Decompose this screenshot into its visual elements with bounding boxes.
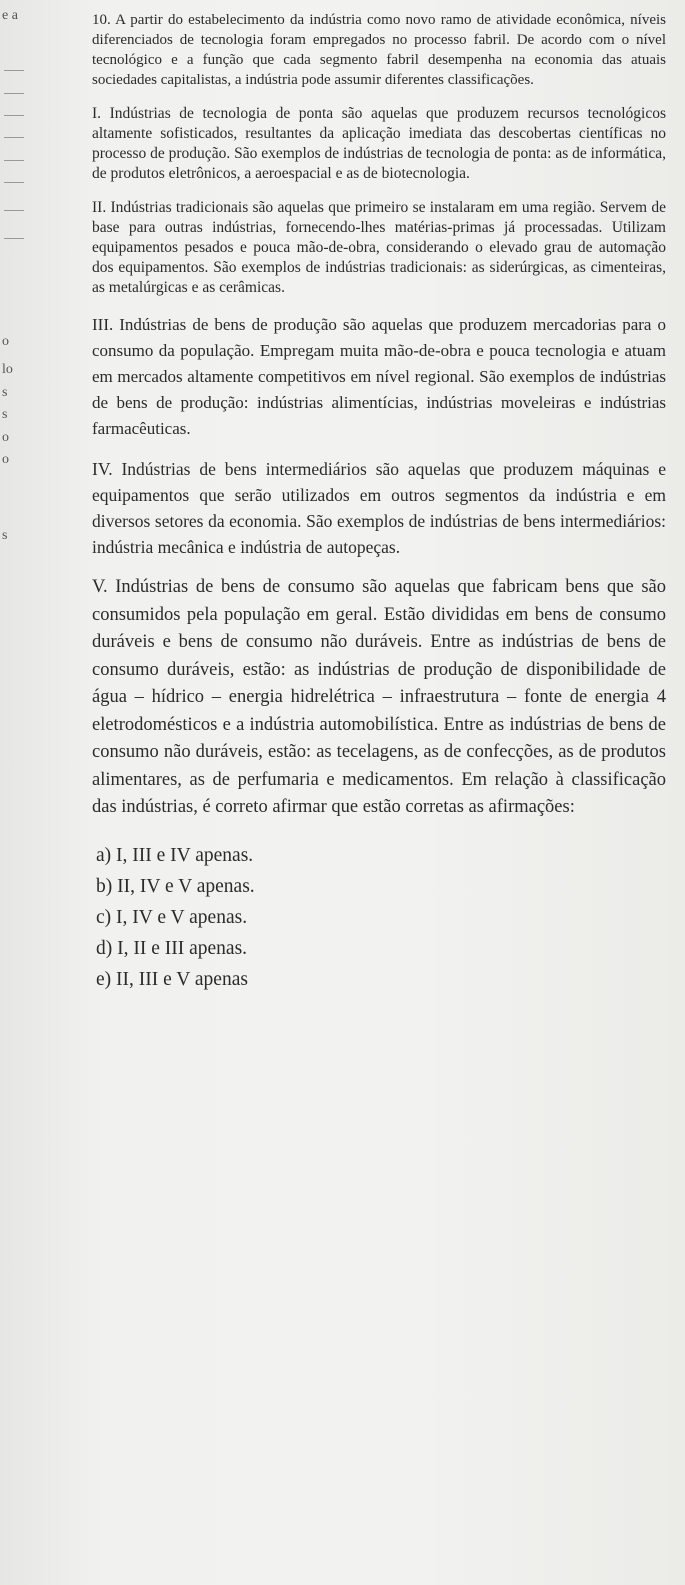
- statement-iv: IV. Indústrias de bens intermediários são aquelas que produzem máquinas e equipamentos que serão utilizados em outros segmentos da indústria e em diversos setores da economia. São exemplos de indústrias de bens intermediários: indústria mecânica e indústria de autopeças.: [92, 459, 666, 557]
- margin-line: [4, 238, 24, 239]
- margin-fragment: o: [2, 334, 9, 349]
- margin-fragment: s: [2, 528, 8, 543]
- answer-options: [92, 840, 666, 995]
- option-d[interactable]: d) I, II e III apenas.: [96, 937, 248, 959]
- margin-line: [4, 70, 24, 71]
- statement-iii: III. Indústrias de bens de produção são aquelas que produzem mercadorias para o consumo da população. Empregam muita mão-de-obra e pouca tecnologia e atuam em mercados altamente competitivos em nível regional. São exemplos de indústrias de bens de produção: indústrias alimentícias, indústrias moveleiras e indústrias farmacêuticas.: [92, 315, 666, 438]
- margin-fragment: s: [2, 385, 8, 400]
- margin-fragment: o: [2, 452, 9, 467]
- option-a[interactable]: a) I, III e IV apenas.: [96, 844, 254, 866]
- option-e[interactable]: e) II, III e V apenas: [96, 968, 248, 990]
- margin-line: [4, 210, 24, 211]
- margin-fragment: lo: [2, 362, 13, 377]
- margin-line: [4, 115, 24, 116]
- margin-fragment: e a: [2, 8, 18, 23]
- statement-i: I. Indústrias de tecnologia de ponta são aquelas que produzem recursos tecnológicos altamente sofisticados, resultantes da aplicação imediata das descobertas científicas no processo de produção. São exemplos de indústrias de tecnologia de ponta: as de informática, de produtos eletrônicos, a aeroespacial e as de biotecnologia.: [92, 105, 666, 182]
- option-c[interactable]: c) I, IV e V apenas.: [96, 906, 248, 928]
- statement-v: V. Indústrias de bens de consumo são aquelas que fabricam bens que são consumidos pela população em geral. Estão divididas em bens de consumo duráveis e bens de consumo não duráveis. Entre as indústrias de bens de consumo duráveis, estão: as indústrias de produção de disponibilidade de água – hídrico – energia hidrelétrica – infraestrutura – fonte de energia 4 eletrodomésticos e a indústria automobilística. Entre as indústrias de bens de consumo não duráveis, estão: as tecelagens, as de confecções, as de produtos alimentares, as de perfumaria e medicamentos. Em relação à classificação das indústrias, é correto afirmar que estão corretas as afirmações:: [92, 577, 666, 817]
- margin-line: [4, 137, 24, 138]
- option-b[interactable]: b) II, IV e V apenas.: [96, 875, 255, 897]
- margin-fragment: o: [2, 430, 9, 445]
- margin-line: [4, 93, 24, 94]
- question-block: [92, 10, 666, 995]
- question-intro: 10. A partir do estabelecimento da indústria como novo ramo de atividade econômica, níveis diferenciados de tecnologia foram empregados no processo fabril. De acordo com o nível tecnológico e a função que cada segmento fabril desempenha na economia das atuais sociedades capitalistas, a indústria pode assumir diferentes classificações.: [92, 12, 666, 88]
- statement-ii: II. Indústrias tradicionais são aquelas que primeiro se instalaram em uma região. Servem de base para outras indústrias, fornecendo-lhes matérias-primas já processadas. Utilizam equipamentos pesados e pouca mão-de-obra, considerando o elevado grau de automação dos equipamentos. São exemplos de indústrias tradicionais: as siderúrgicas, as cimenteiras, as metalúrgicas e as cerâmicas.: [92, 199, 666, 296]
- margin-line: [4, 160, 24, 161]
- margin-fragment: s: [2, 407, 8, 422]
- margin-line: [4, 182, 24, 183]
